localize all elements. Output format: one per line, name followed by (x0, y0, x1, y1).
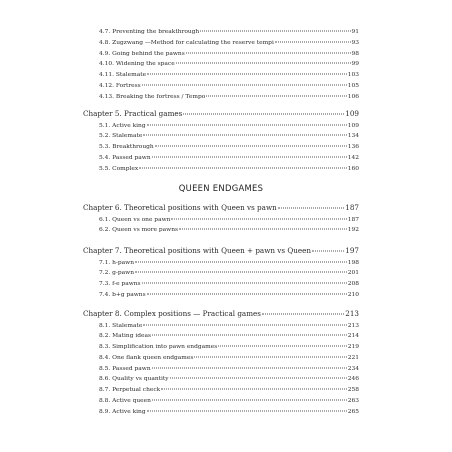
toc-entry-label: 4.7. Preventing the breakthrough (99, 29, 200, 35)
toc-entry-label: 5.1. Active king (99, 122, 146, 129)
leader-dots (152, 400, 347, 401)
leader-dots (194, 356, 346, 357)
toc-entry-page: 198 (347, 259, 359, 266)
toc-entry-page: 103 (347, 72, 359, 79)
leader-dots (135, 272, 347, 273)
leader-dots (147, 74, 347, 75)
leader-dots (200, 31, 350, 32)
toc-entry-label: 8.5. Passed pawn (99, 365, 151, 372)
leader-dots (143, 324, 346, 325)
leader-dots (135, 261, 347, 262)
toc-chapter-heading (83, 308, 359, 321)
toc-entry-label: 8.6. Quality vs quantity (99, 376, 169, 383)
toc-entry-page: 201 (347, 270, 359, 277)
leader-dots (139, 167, 347, 168)
toc-entry (83, 331, 359, 342)
toc-chapter-label: Chapter 8. Complex positions — Practical games (83, 309, 261, 318)
toc-entry (83, 342, 359, 353)
leader-dots (147, 124, 347, 125)
toc-entry-label: 5.2. Stalemate (99, 133, 143, 140)
toc-entry (83, 279, 359, 290)
toc-entry (83, 38, 359, 49)
toc-chapter-heading (83, 245, 359, 258)
toc-chapter-page: 187 (345, 203, 359, 212)
toc-entry (83, 215, 359, 226)
leader-dots (155, 146, 347, 147)
leader-dots (147, 293, 347, 294)
toc-chapter-heading (83, 202, 359, 215)
toc-chapter-label: Chapter 7. Theoretical positions with Queen + pawn vs Queen (83, 246, 311, 255)
toc-entry-page: 91 (351, 29, 359, 35)
toc-chapter-heading (83, 108, 359, 121)
leader-dots (152, 367, 347, 368)
toc-entry-page: 160 (347, 165, 359, 172)
toc-chapter-page: 213 (345, 309, 359, 318)
leader-dots (152, 156, 347, 157)
toc-entry-page: 106 (347, 93, 359, 100)
toc-entry-page: 134 (347, 133, 359, 140)
toc-chapter5 (83, 108, 359, 174)
toc-entry-label: 4.10. Widening the space (99, 61, 175, 68)
leader-dots (262, 314, 344, 315)
toc-entry-label: 6.2. Queen vs more pawns (99, 227, 179, 234)
leader-dots (171, 218, 346, 219)
toc-chapter6 (83, 202, 359, 236)
toc-entry-label: 7.2. g-pawn (99, 270, 134, 277)
toc-chapter-page: 197 (345, 246, 359, 255)
toc-entry-label: 6.1. Queen vs one pawn (99, 216, 171, 223)
toc-entry-page: 105 (347, 82, 359, 89)
toc-entry-page: 208 (347, 281, 359, 288)
toc-entry-label: 4.8. Zugzwang —Method for calculating the reserve tempi (99, 39, 274, 46)
leader-dots (206, 95, 346, 96)
toc-entry (83, 81, 359, 92)
toc-entry (83, 407, 359, 418)
toc-entry (83, 385, 359, 396)
toc-entry (83, 131, 359, 142)
leader-dots (147, 410, 347, 411)
toc-entry-label: 8.3. Simplification into pawn endgames (99, 344, 218, 351)
toc-entry-page: 263 (347, 398, 359, 405)
toc-entry (83, 27, 359, 38)
toc-entry-page: 219 (347, 344, 359, 351)
toc-entry-page: 213 (347, 322, 359, 329)
toc-entry-page: 99 (351, 61, 359, 68)
toc-entry-label: 7.1. h-pawn (99, 259, 135, 266)
toc-entry (83, 268, 359, 279)
toc-entry (83, 164, 359, 175)
toc-entry (83, 70, 359, 81)
toc-entry (83, 374, 359, 385)
toc-entry-label: 8.7. Perpetual check (99, 387, 161, 394)
toc-entry (83, 353, 359, 364)
toc-entry-label: 4.12. Fortress (99, 82, 141, 89)
toc-entry (83, 258, 359, 269)
toc-entry (83, 290, 359, 301)
leader-dots (161, 389, 347, 390)
leader-dots (152, 335, 347, 336)
leader-dots (278, 208, 345, 209)
toc-entry-label: 5.5. Complex (99, 165, 139, 172)
toc-chapter8 (83, 308, 359, 418)
toc-entry (83, 49, 359, 60)
toc-entry-label: 5.4. Passed pawn (99, 154, 151, 161)
toc-entry-label: 8.4. One flank queen endgames (99, 354, 194, 361)
toc-entry-page: 93 (351, 39, 359, 46)
toc-entry (83, 59, 359, 70)
toc-entry-label: 8.2. Mating ideas (99, 333, 152, 340)
leader-dots (143, 135, 346, 136)
leader-dots (142, 84, 347, 85)
toc-entry (83, 142, 359, 153)
section-title: QUEEN ENDGAMES (178, 183, 264, 193)
toc-entry (83, 121, 359, 132)
toc-entry-page: 234 (347, 365, 359, 372)
toc-entry-page: 246 (347, 376, 359, 383)
toc-entry (83, 225, 359, 236)
toc-entry-page: 221 (347, 354, 359, 361)
toc-entry (83, 321, 359, 332)
toc-entry-label: 8.8. Active queen (99, 398, 151, 405)
leader-dots (218, 346, 347, 347)
toc-entry-page: 214 (347, 333, 359, 340)
toc-entry (83, 364, 359, 375)
toc-entry-page: 265 (347, 408, 359, 415)
toc-chapter-label: Chapter 5. Practical games (83, 109, 183, 118)
toc-entry (83, 92, 359, 103)
toc-entry-label: 4.9. Going behind the pawns (99, 50, 185, 57)
toc-entry-label: 7.4. b+g pawns (99, 291, 146, 298)
toc-entry-page: 136 (347, 144, 359, 151)
leader-dots (170, 378, 347, 379)
toc-entry-page: 187 (347, 216, 359, 223)
toc-chapter-page: 109 (345, 109, 359, 118)
toc-entry-label: 4.11. Stalemate (99, 72, 147, 79)
leader-dots (186, 52, 351, 53)
toc-entry-page: 210 (347, 291, 359, 298)
toc-entry-page: 192 (347, 227, 359, 234)
toc-entry-page: 142 (347, 154, 359, 161)
toc-entry-label: 5.3. Breakthrough (99, 144, 154, 151)
toc-entry-label: 8.9. Active king (99, 408, 146, 415)
toc-entry (83, 396, 359, 407)
toc-block-chapter4-tail (83, 27, 359, 103)
leader-dots (183, 114, 344, 115)
toc-entry-label: 8.1. Stalemate (99, 322, 143, 329)
leader-dots (176, 63, 351, 64)
leader-dots (312, 251, 344, 252)
toc-entry-page: 258 (347, 387, 359, 394)
toc-chapter-label: Chapter 6. Theoretical positions with Queen vs pawn (83, 203, 277, 212)
toc-entry-label: 4.13. Breaking the fortress / Tempo (99, 93, 206, 100)
toc-chapter7 (83, 245, 359, 301)
toc-entry-page: 98 (351, 50, 359, 57)
toc-entry (83, 153, 359, 164)
leader-dots (275, 41, 351, 42)
toc-entry-label: 7.3. f-e pawns (99, 281, 141, 288)
leader-dots (179, 229, 347, 230)
toc-entry-page: 109 (347, 122, 359, 129)
leader-dots (142, 283, 347, 284)
